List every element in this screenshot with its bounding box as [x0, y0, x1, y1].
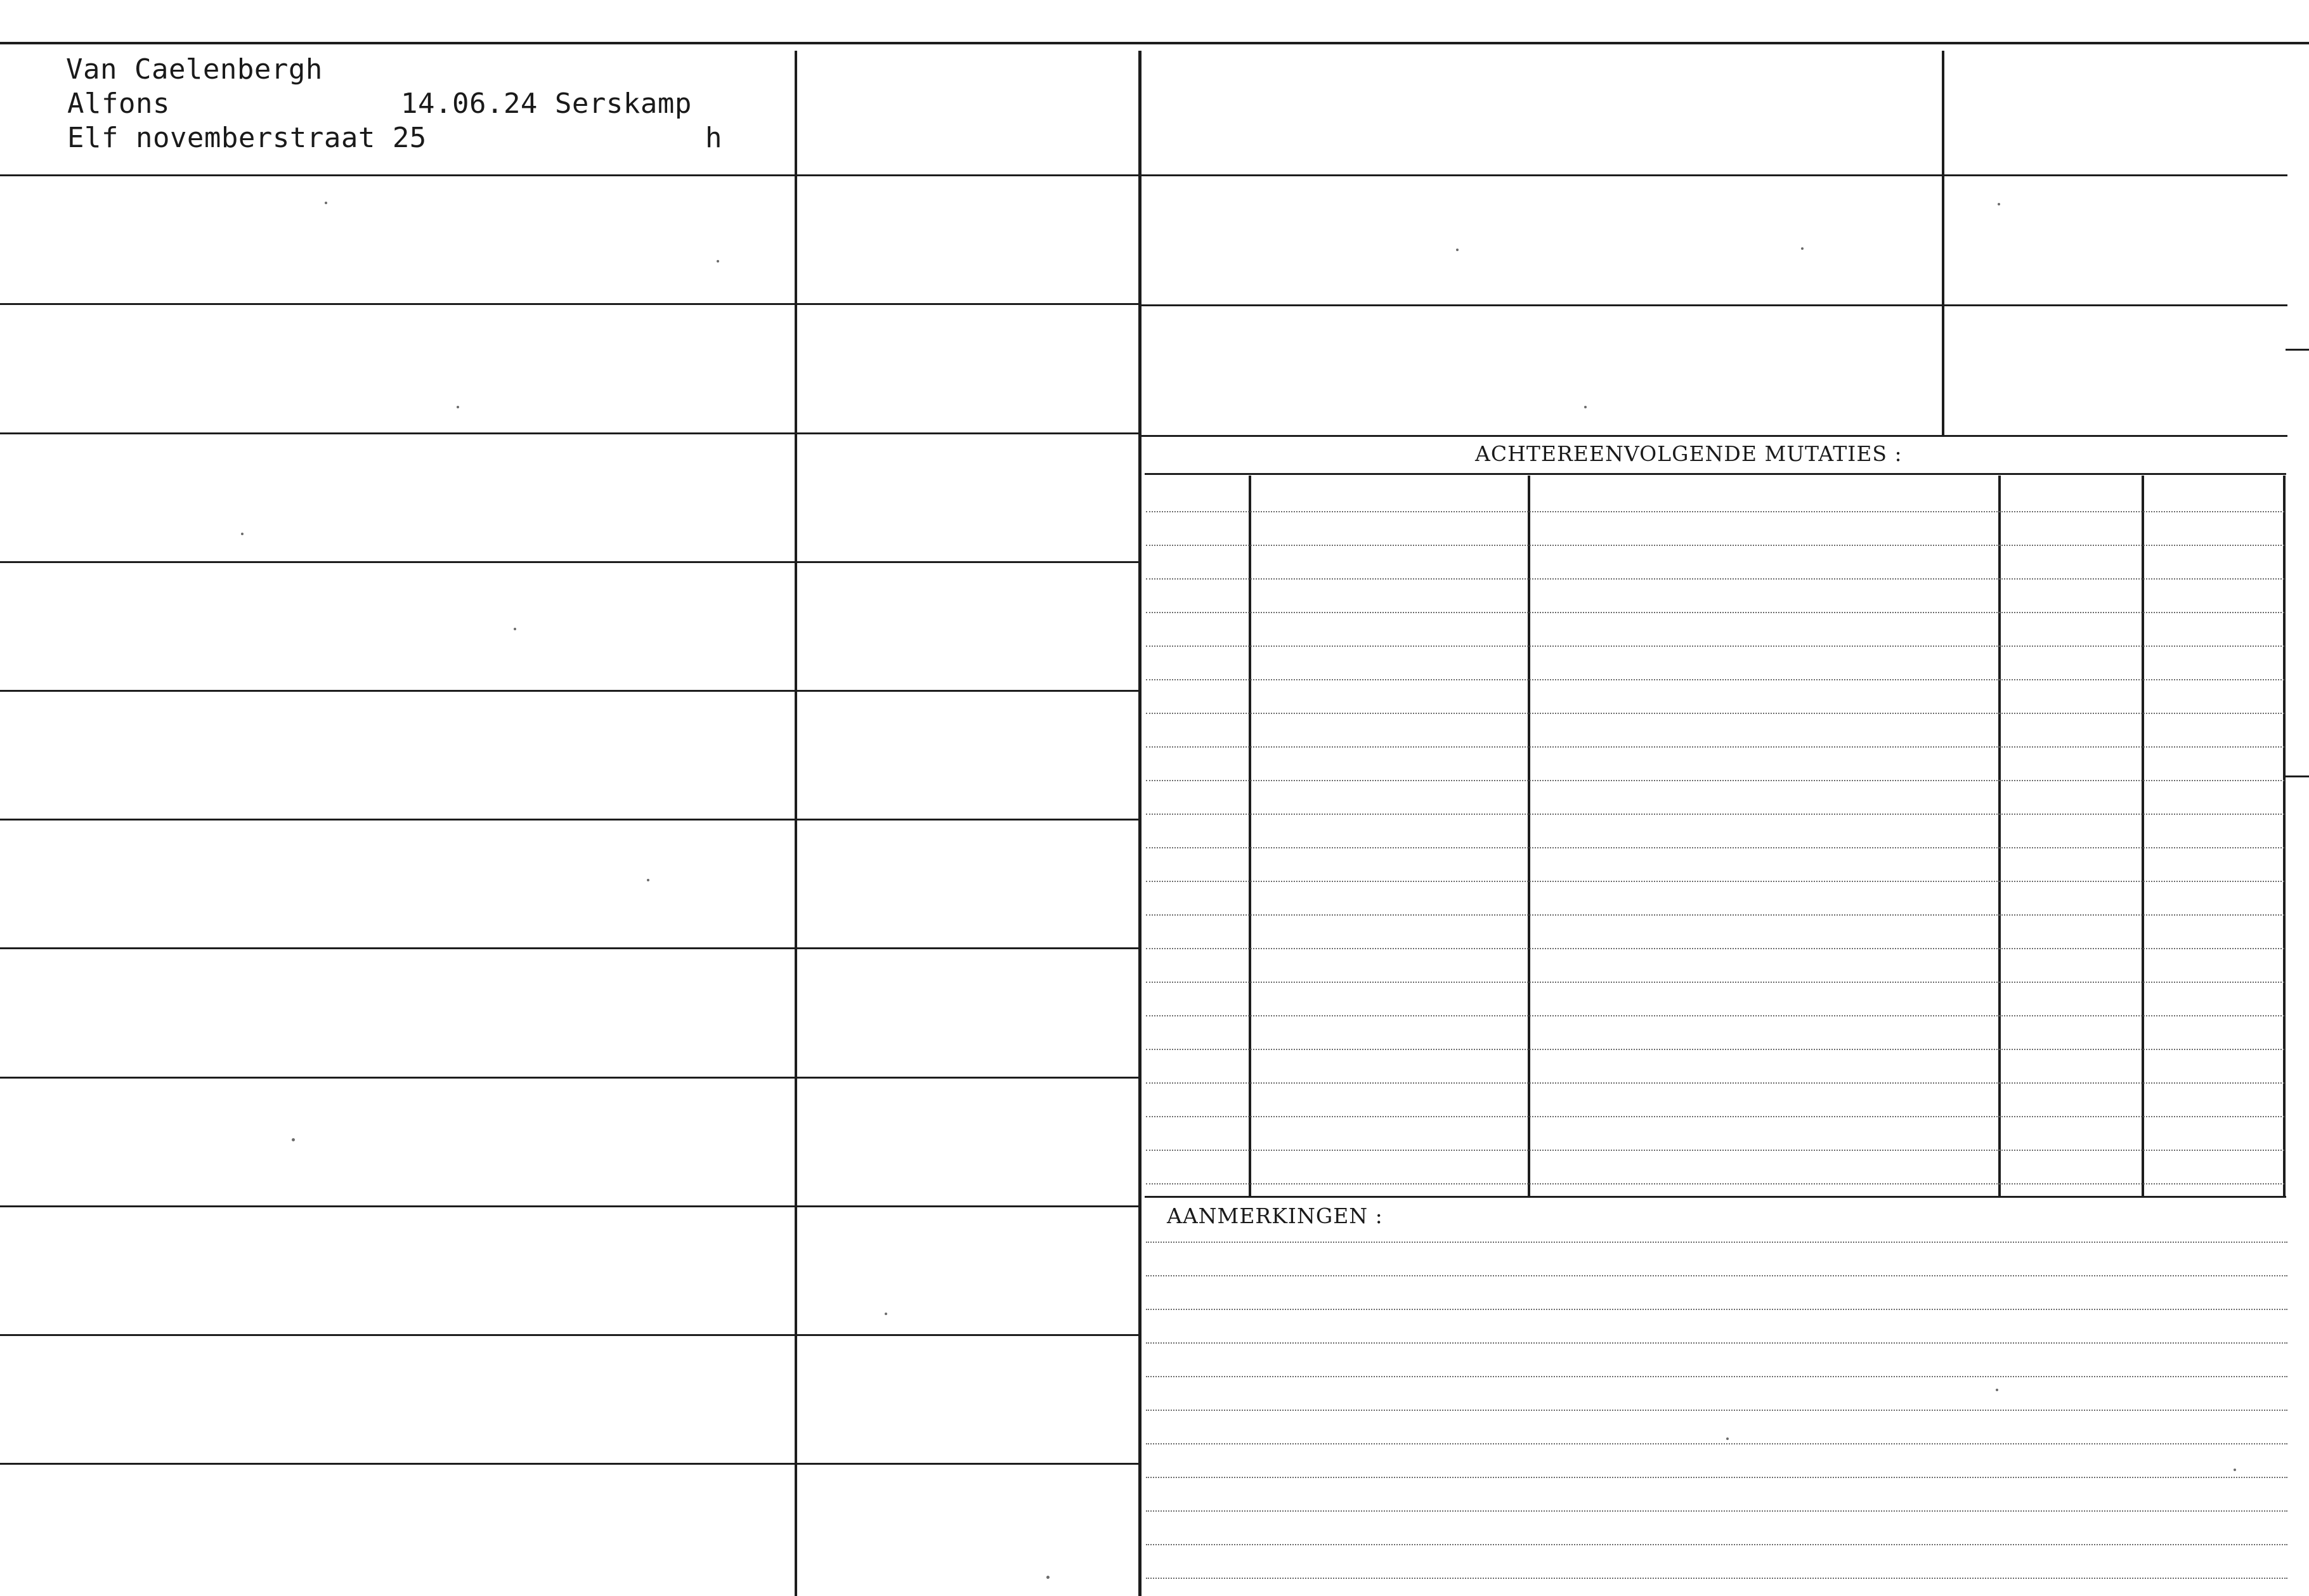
row-separator	[0, 947, 1140, 949]
right-row-separator	[1140, 174, 2287, 176]
scan-speck	[1584, 406, 1587, 408]
center-column-divider	[1138, 51, 1141, 1596]
remarks-ruling	[1146, 1410, 2287, 1411]
mutations-ruling	[1146, 948, 2284, 949]
scan-speck	[292, 1138, 295, 1141]
row-separator	[0, 303, 1140, 305]
scan-speck	[885, 1313, 887, 1315]
top-edge-line	[0, 42, 2309, 44]
row-separator	[0, 1205, 1140, 1207]
scan-speck	[2234, 1469, 2236, 1471]
mutations-ruling	[1146, 814, 2284, 815]
remarks-ruling	[1146, 1510, 2287, 1512]
entry-address: Elf novemberstraat 25	[67, 122, 427, 154]
remarks-ruling	[1146, 1477, 2287, 1478]
mutations-heading: ACHTEREENVOLGENDE MUTATIES :	[1475, 441, 1902, 466]
remarks-ruling	[1146, 1578, 2287, 1579]
mutations-ruling	[1146, 746, 2284, 748]
scan-speck	[1998, 203, 2000, 205]
mutations-ruling	[1146, 881, 2284, 882]
edge-tick	[2286, 775, 2309, 777]
row-separator	[0, 561, 1140, 563]
left-column-divider	[795, 51, 797, 1596]
scan-speck	[1996, 1389, 1998, 1391]
mutations-ruling	[1146, 646, 2284, 647]
mutations-column-line	[1249, 476, 1251, 1196]
mutations-ruling	[1146, 713, 2284, 714]
scan-speck	[325, 202, 327, 204]
mutations-ruling	[1146, 1082, 2284, 1084]
mutations-ruling	[1146, 612, 2284, 613]
mutations-ruling	[1146, 679, 2284, 680]
entry-first-name: Alfons	[67, 88, 170, 120]
row-separator	[0, 819, 1140, 821]
mutations-table-top	[1145, 473, 2286, 475]
mutations-ruling	[1146, 1049, 2284, 1050]
mutations-ruling	[1146, 914, 2284, 916]
remarks-ruling	[1146, 1342, 2287, 1344]
mutations-table-bottom	[1145, 1196, 2286, 1198]
mutations-column-line	[1998, 476, 2001, 1196]
scan-speck	[717, 260, 719, 263]
scan-speck	[457, 406, 459, 408]
edge-tick	[2286, 349, 2309, 351]
scan-speck	[241, 533, 244, 535]
remarks-ruling	[1146, 1376, 2287, 1377]
remarks-ruling	[1146, 1275, 2287, 1276]
mutations-ruling	[1146, 545, 2284, 546]
row-separator	[0, 1463, 1140, 1465]
scan-speck	[647, 879, 649, 881]
scan-speck	[1801, 247, 1804, 250]
mutations-ruling	[1146, 1150, 2284, 1151]
remarks-ruling	[1146, 1443, 2287, 1444]
mutations-ruling	[1146, 1015, 2284, 1016]
right-row-separator	[1140, 304, 2287, 306]
scan-speck	[514, 628, 516, 630]
remarks-heading: AANMERKINGEN :	[1167, 1203, 1383, 1228]
right-block-bottom-line	[1140, 435, 2287, 437]
row-separator	[0, 432, 1140, 434]
entry-surname: Van Caelenbergh	[66, 53, 323, 86]
mutations-ruling	[1146, 1116, 2284, 1117]
remarks-ruling	[1146, 1309, 2287, 1310]
mutations-ruling	[1146, 578, 2284, 580]
remarks-ruling	[1146, 1242, 2287, 1243]
mutations-ruling	[1146, 780, 2284, 781]
mutations-ruling	[1146, 511, 2284, 512]
mutations-ruling	[1146, 982, 2284, 983]
mutations-ruling	[1146, 847, 2284, 848]
row-separator	[0, 1334, 1140, 1336]
scan-speck	[1046, 1576, 1050, 1579]
entry-birth: 14.06.24 Serskamp	[401, 88, 692, 120]
mutations-column-line	[2283, 476, 2286, 1196]
scan-speck	[1456, 249, 1459, 251]
mutations-ruling	[1146, 1183, 2284, 1184]
mutations-column-line	[2142, 476, 2144, 1196]
remarks-ruling	[1146, 1544, 2287, 1545]
entry-marker: h	[705, 122, 722, 154]
row-separator	[0, 690, 1140, 692]
right-upper-divider	[1942, 51, 1944, 435]
row-separator	[0, 174, 1140, 176]
scan-speck	[1726, 1437, 1729, 1440]
row-separator	[0, 1077, 1140, 1079]
mutations-column-line	[1528, 476, 1530, 1196]
